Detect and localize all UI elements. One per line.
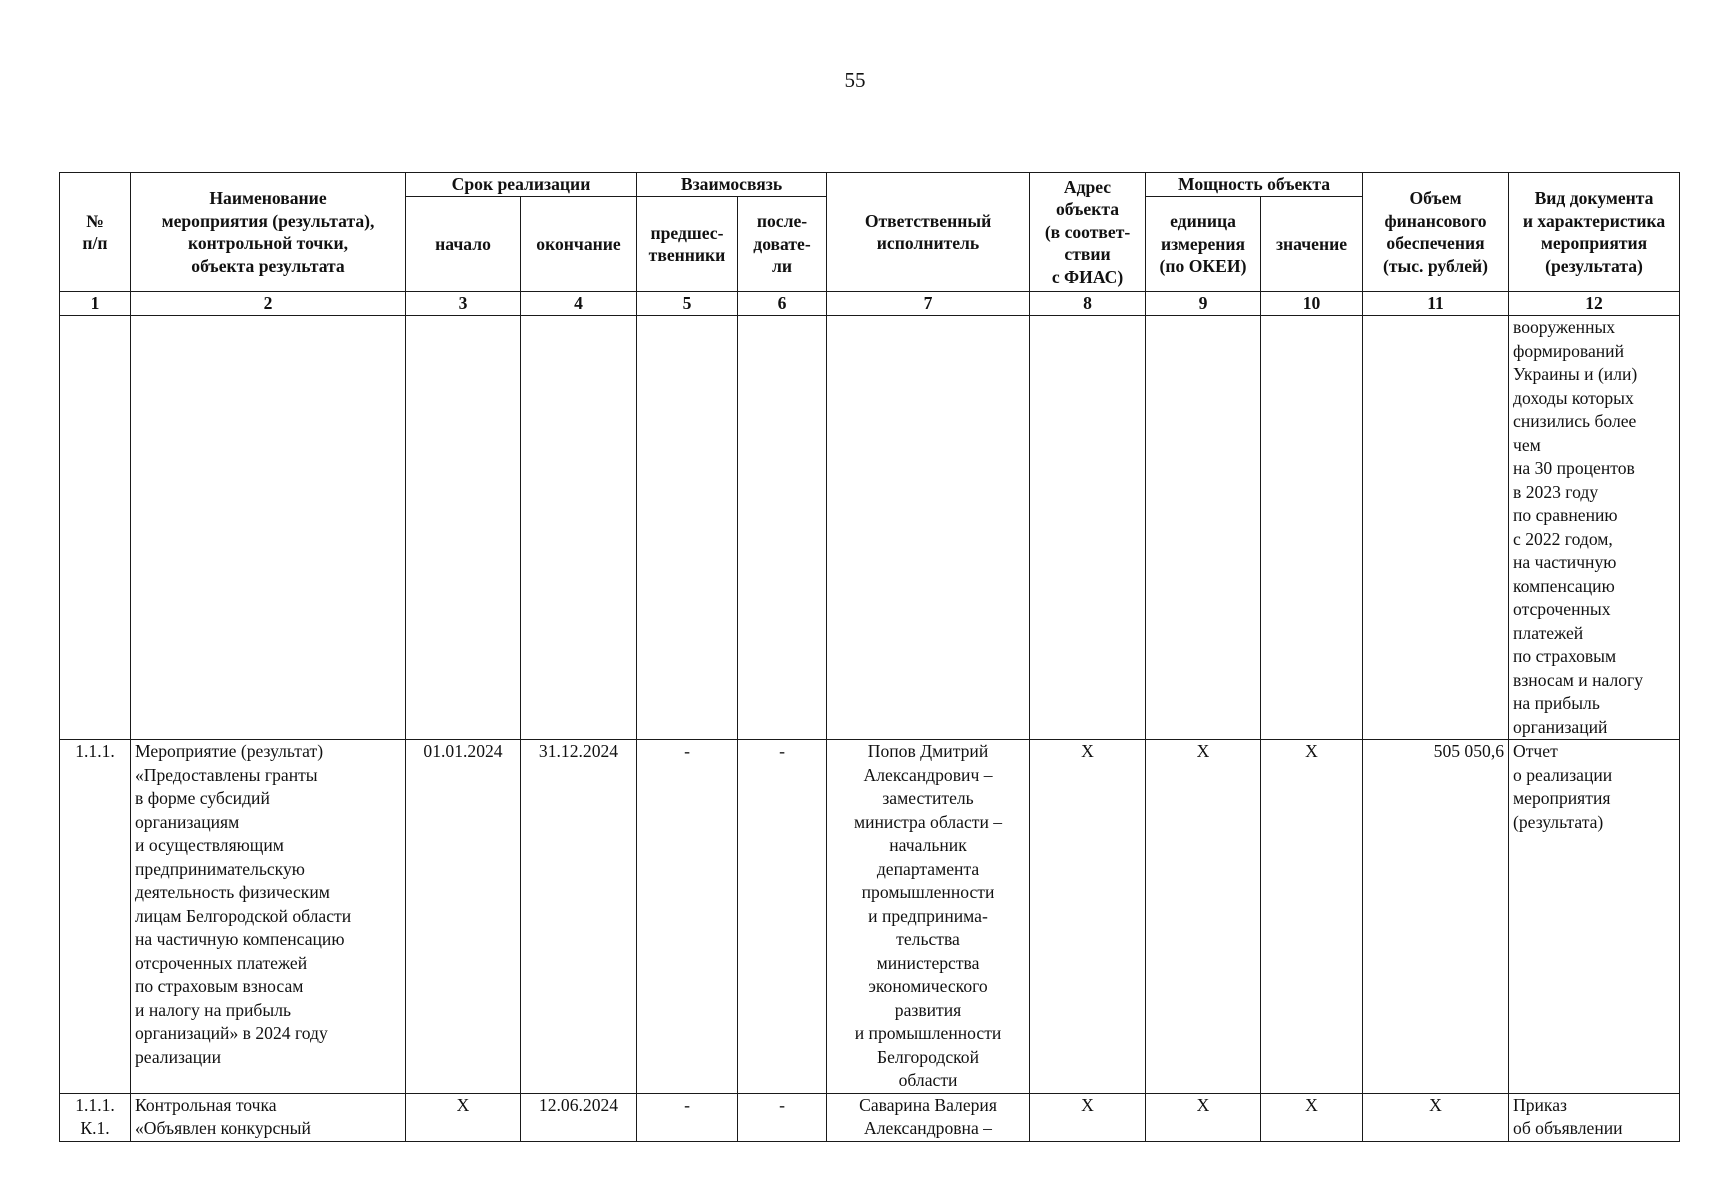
column-number: 4 (521, 292, 637, 316)
row-next (738, 316, 827, 740)
column-number: 1 (60, 292, 131, 316)
row-num: 1.1.1. К.1. (60, 1093, 131, 1141)
row-next: - (738, 1093, 827, 1141)
row-doc: Отчет о реализации мероприятия (результата) (1509, 740, 1680, 1094)
header-capacity-group: Мощность объекта (1146, 173, 1363, 197)
row-address: Х (1030, 740, 1146, 1094)
table-row (60, 740, 1680, 1094)
column-number: 2 (131, 292, 406, 316)
column-number: 11 (1363, 292, 1509, 316)
column-numbers-row (60, 292, 1680, 316)
header-term-group: Срок реализации (406, 173, 637, 197)
header-finance: Объем финансового обеспечения (тыс. рублей) (1363, 173, 1509, 292)
row-end (521, 316, 637, 740)
column-number: 7 (827, 292, 1030, 316)
column-number: 10 (1261, 292, 1363, 316)
page-number: 55 (844, 68, 866, 92)
row-end: 31.12.2024 (521, 740, 637, 1094)
row-responsible: Попов Дмитрий Александрович – заместитель министра области – начальник департамента промышленности и предпринима- тельства министерства экономического развития и промышленности Белгородской области (827, 740, 1030, 1094)
row-name: Мероприятие (результат) «Предоставлены гранты в форме субсидий организациям и осуществляющим предпринимательскую деятельность физическим лицам Белгородской области на частичную компенсацию отсроченных платежей по страховым взносам и налогу на прибыль организаций» в 2024 году реализации (131, 740, 406, 1094)
header-address: Адрес объекта (в соответ- ствии с ФИАС) (1030, 173, 1146, 292)
table-row (60, 1093, 1680, 1141)
row-address (1030, 316, 1146, 740)
row-prev (637, 316, 738, 740)
row-address: Х (1030, 1093, 1146, 1141)
plan-table (59, 172, 1680, 1142)
row-responsible (827, 316, 1030, 740)
header-term-end: окончание (521, 197, 637, 292)
header-responsible: Ответственный исполнитель (827, 173, 1030, 292)
row-end: 12.06.2024 (521, 1093, 637, 1141)
row-prev: - (637, 740, 738, 1094)
row-unit: Х (1146, 740, 1261, 1094)
column-number: 9 (1146, 292, 1261, 316)
row-start: Х (406, 1093, 521, 1141)
column-number: 6 (738, 292, 827, 316)
row-responsible: Саварина Валерия Александровна – (827, 1093, 1030, 1141)
row-finance: 505 050,6 (1363, 740, 1509, 1094)
header-doc-type: Вид документа и характеристика мероприятия (результата) (1509, 173, 1680, 292)
header-link-prev: предшес- твенники (637, 197, 738, 292)
row-unit (1146, 316, 1261, 740)
header-capacity-value: значение (1261, 197, 1363, 292)
row-unit: Х (1146, 1093, 1261, 1141)
row-finance (1363, 316, 1509, 740)
row-num (60, 316, 131, 740)
row-value: Х (1261, 1093, 1363, 1141)
header-term-start: начало (406, 197, 521, 292)
table-row (60, 316, 1680, 740)
column-number: 12 (1509, 292, 1680, 316)
row-value (1261, 316, 1363, 740)
header-link-next: после- довате- ли (738, 197, 827, 292)
row-doc: вооруженных формирований Украины и (или) доходы которых снизились более чем на 30 процентов в 2023 году по сравнению с 2022 годом, на частичную компенсацию отсроченных платежей по страховым взносам и налогу на прибыль организаций (1509, 316, 1680, 740)
row-name: Контрольная точка «Объявлен конкурсный (131, 1093, 406, 1141)
header-capacity-unit: единица измерения (по ОКЕИ) (1146, 197, 1261, 292)
column-number: 5 (637, 292, 738, 316)
row-value: Х (1261, 740, 1363, 1094)
header-name: Наименование мероприятия (результата), контрольной точки, объекта результата (131, 173, 406, 292)
header-link-group: Взаимосвязь (637, 173, 827, 197)
row-num: 1.1.1. (60, 740, 131, 1094)
row-start: 01.01.2024 (406, 740, 521, 1094)
row-start (406, 316, 521, 740)
column-number: 8 (1030, 292, 1146, 316)
row-finance: Х (1363, 1093, 1509, 1141)
column-number: 3 (406, 292, 521, 316)
row-prev: - (637, 1093, 738, 1141)
header-num: № п/п (60, 173, 131, 292)
row-doc: Приказ об объявлении (1509, 1093, 1680, 1141)
row-name (131, 316, 406, 740)
row-next: - (738, 740, 827, 1094)
